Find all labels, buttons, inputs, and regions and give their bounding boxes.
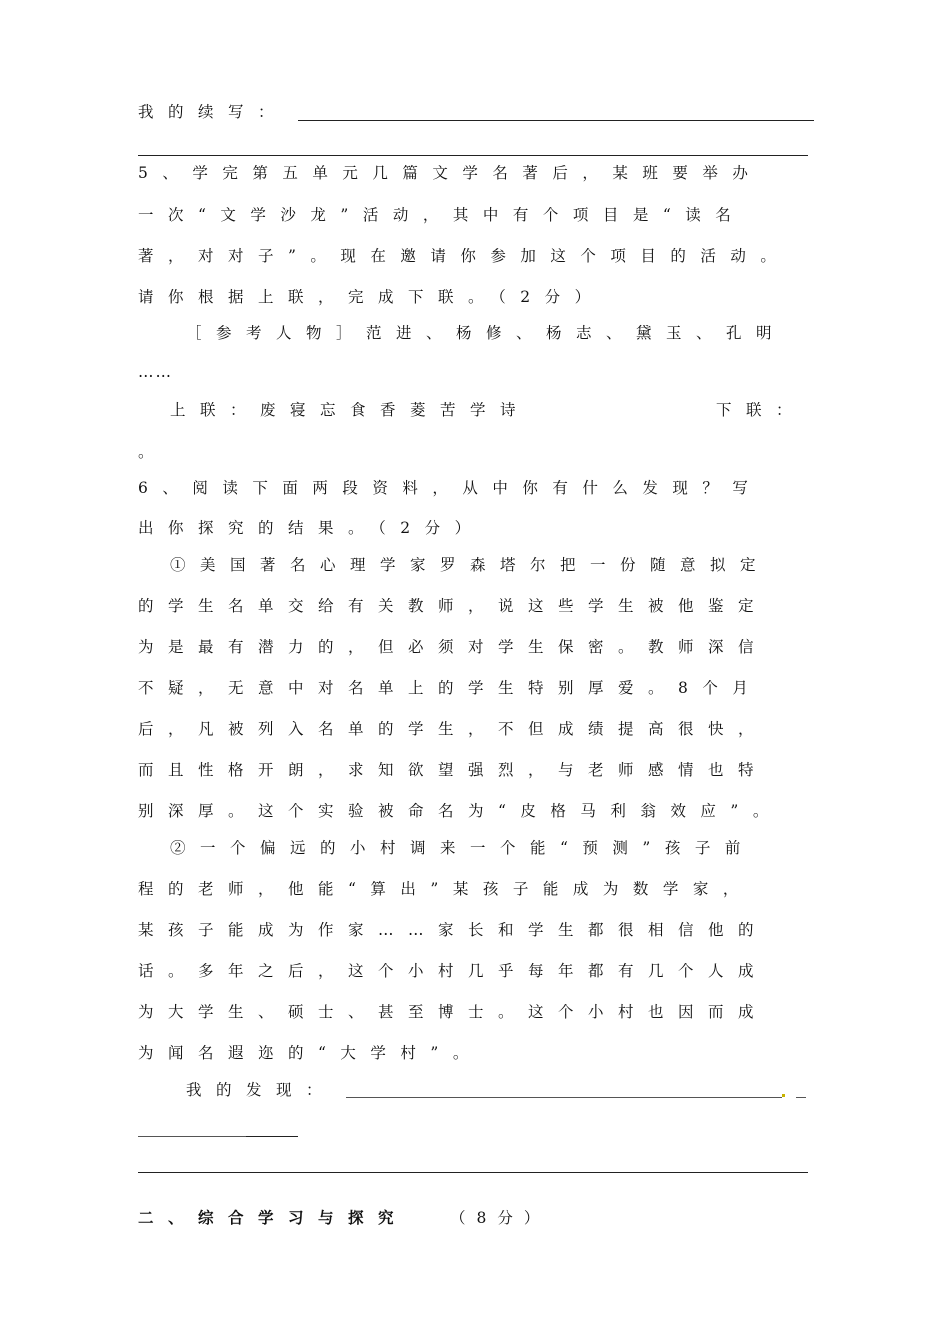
question-5-line-2: 一次“文学沙龙”活动，其中有个项目是“读名 bbox=[138, 206, 746, 224]
period: 。 bbox=[138, 443, 154, 461]
material-1-line: 的学生名单交给有关教师，说这些学生被他鉴定 bbox=[138, 597, 769, 615]
mark-dot bbox=[782, 1094, 785, 1097]
lower-couplet-label: 下联： bbox=[716, 401, 807, 419]
ellipsis: …… bbox=[138, 363, 173, 381]
section-2-heading: 二、综合学习与探究 bbox=[138, 1208, 409, 1227]
material-1-line: 为是最有潜力的，但必须对学生保密。教师深信 bbox=[138, 638, 769, 656]
question-6-line-1: 6、阅读下面两段资料，从中你有什么发现？写 bbox=[138, 479, 763, 497]
reference-characters: ［参考人物］范进、杨修、杨志、黛玉、孔明 bbox=[186, 324, 787, 342]
answer-line[interactable] bbox=[796, 1097, 806, 1098]
answer-line[interactable] bbox=[138, 155, 808, 156]
answer-line[interactable] bbox=[138, 1136, 246, 1137]
question-5-line-1: 5、学完第五单元几篇文学名著后，某班要举办 bbox=[138, 164, 763, 182]
material-1-line: 后，凡被列入名单的学生，不但成绩提高很快， bbox=[138, 720, 769, 738]
finding-label: 我的发现： bbox=[186, 1081, 337, 1099]
material-2-line: 为闻名遐迩的“大学村”。 bbox=[138, 1044, 483, 1062]
material-2-line: 某孩子能成为作家……家长和学生都很相信他的 bbox=[138, 921, 769, 939]
material-2-line: 话。多年之后，这个小村几乎每年都有几个人成 bbox=[138, 962, 769, 980]
question-6-line-2: 出你探究的结果。（2分） bbox=[138, 519, 485, 537]
section-2-score: （8分） bbox=[450, 1209, 551, 1227]
answer-line[interactable] bbox=[138, 1172, 808, 1173]
material-2-line: 为大学生、硕士、甚至博士。这个小村也因而成 bbox=[138, 1003, 769, 1021]
question-5-line-3: 著，对对子”。现在邀请你参加这个项目的活动。 bbox=[138, 247, 791, 265]
answer-line[interactable] bbox=[298, 120, 814, 121]
upper-couplet: 上联：废寝忘食香菱苦学诗 bbox=[170, 401, 531, 419]
material-2-line: ②一个偏远的小村调来一个能“预测”孩子前 bbox=[170, 839, 755, 857]
question-5-line-4: 请你根据上联，完成下联。（2分） bbox=[138, 288, 605, 306]
answer-line[interactable] bbox=[346, 1097, 782, 1098]
answer-line[interactable] bbox=[246, 1136, 298, 1137]
continuation-label: 我的续写： bbox=[138, 103, 289, 121]
material-1-line: 别深厚。这个实验被命名为“皮格马利翁效应”。 bbox=[138, 802, 783, 820]
material-1-line: 不疑，无意中对名单上的学生特别厚爱。8个月 bbox=[138, 679, 763, 697]
material-2-line: 程的老师，他能“算出”某孩子能成为数学家， bbox=[138, 880, 753, 898]
material-1-line: 而且性格开朗，求知欲望强烈，与老师感情也特 bbox=[138, 761, 769, 779]
material-1-line: ①美国著名心理学家罗森塔尔把一份随意拟定 bbox=[170, 556, 771, 574]
